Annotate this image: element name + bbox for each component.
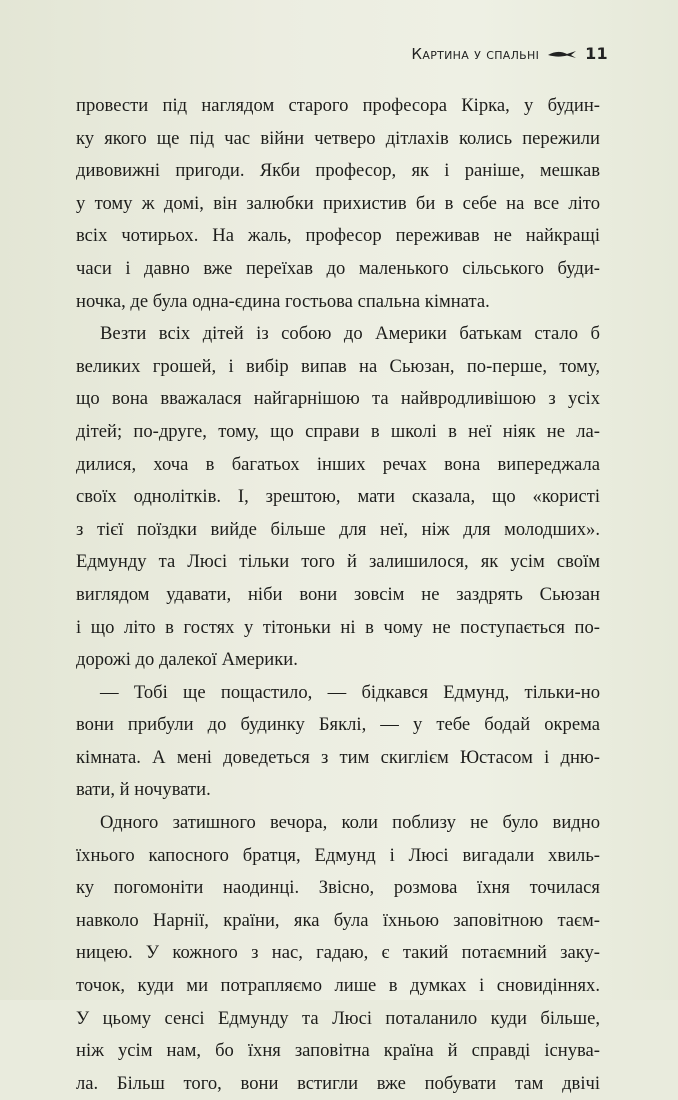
- text-line: ла. Більш того, вони встигли вже побувати там двічі: [76, 1072, 600, 1094]
- text-line: дивовижні пригоди. Якби професор, як і раніше, мешкав: [76, 160, 600, 182]
- text-line: їхнього капосного братця, Едмунд і Люсі вигадали хвиль-: [76, 844, 600, 866]
- text-line: часи і давно вже переїхав до маленького сільського буди-: [76, 257, 600, 279]
- text-line: вони прибули до будинку Бяклі, — у тебе бодай окрема: [76, 714, 600, 736]
- chapter-title: Картина у спальні: [411, 44, 540, 63]
- text-line: Одного затишного вечора, коли поблизу не було видно: [100, 812, 600, 834]
- page-number: 11: [585, 44, 608, 63]
- text-line: що вона вважалася найгарнішою та найвродливішою з усіх: [76, 388, 600, 410]
- text-line: Везти всіх дітей із собою до Америки батькам стало б: [100, 323, 600, 345]
- text-line: точок, куди ми потрапляємо лише в думках і сновидіннях.: [76, 975, 600, 997]
- text-line: своїх однолітків. І, зрештою, мати сказала, що «користі: [76, 486, 600, 508]
- text-line: великих грошей, і вибір випав на Сьюзан, по-перше, тому,: [76, 355, 600, 377]
- running-head: [411, 44, 608, 63]
- text-line: ніж усім нам, бо їхня заповітна країна й справді існува-: [76, 1040, 600, 1062]
- text-line: і що літо в гостях у тітоньки ні в чому не поступається по-: [76, 616, 600, 638]
- text-line: дорожі до далекої Америки.: [76, 649, 298, 671]
- text-line: кімната. А мені доведеться з тим скиглієм Юстасом і дню-: [76, 746, 600, 768]
- text-line: Едмунду та Люсі тільки того й залишилося, як усім своїм: [76, 551, 600, 573]
- body-text: [76, 90, 600, 1100]
- text-line: навколо Нарнії, країни, яка була їхньою заповітною таєм-: [76, 909, 600, 931]
- text-line: ку погомоніти наодинці. Звісно, розмова їхня точилася: [76, 877, 600, 899]
- text-line: дилися, хоча в багатьох інших речах вона випереджала: [76, 453, 600, 475]
- text-line: виглядом удавати, ніби вони зовсім не заздрять Сьюзан: [76, 583, 600, 605]
- text-line: всіх чотирьох. На жаль, професор переживав не найкращі: [76, 225, 600, 247]
- text-line: у тому ж домі, він залюбки прихистив би в себе на все літо: [76, 192, 600, 214]
- text-line: — Тобі ще пощастило, — бідкався Едмунд, тільки-но: [100, 681, 600, 703]
- text-line: ницею. У кожного з нас, гадаю, є такий потаємний заку-: [76, 942, 600, 964]
- text-line: вати, й ночувати.: [76, 779, 211, 801]
- text-line: ку якого ще під час війни четверо дітлахів колись пережили: [76, 127, 600, 149]
- text-line: У цьому сенсі Едмунду та Люсі поталанило куди більше,: [76, 1007, 600, 1029]
- text-line: дітей; по-друге, тому, що справи в школі в неї ніяк не ла-: [76, 420, 600, 442]
- text-line: з тієї поїздки вийде більше для неї, ніж для молодших».: [76, 518, 600, 540]
- text-line: провести під наглядом старого професора Кірка, у будин-: [76, 95, 600, 116]
- ornament-icon: [547, 48, 577, 60]
- text-line: ночка, де була одна-єдина гостьова спальна кімната.: [76, 290, 490, 312]
